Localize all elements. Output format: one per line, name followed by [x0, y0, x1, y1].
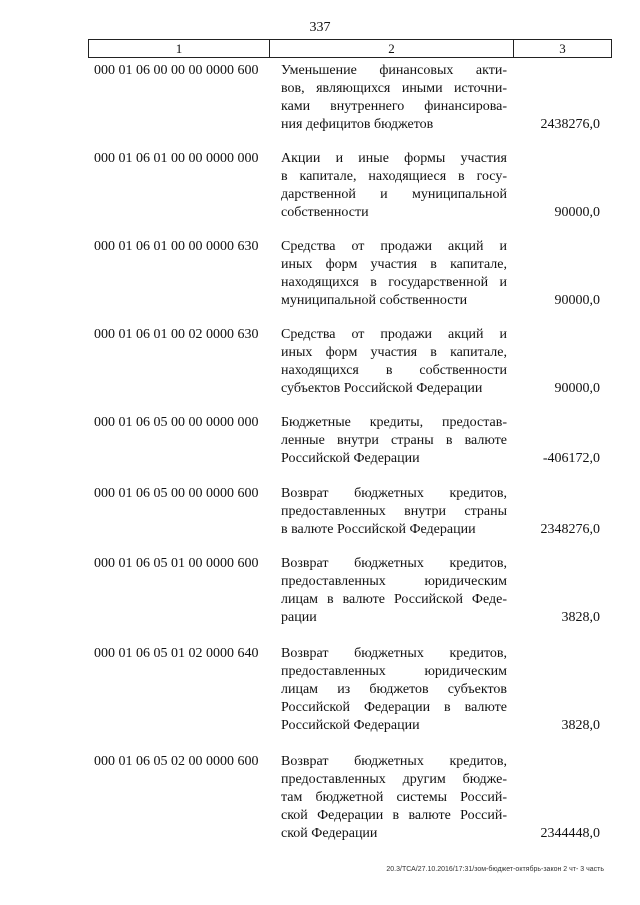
- description-line: муниципальной собственности: [281, 293, 468, 308]
- description-line: в валюте Российской Федерации: [281, 522, 476, 537]
- header-col-2: 2: [270, 40, 514, 57]
- footer-note: 20.3/ТСА/27.10.2016/17:31/зом-бюджет-октябрь-закон 2 чт- 3 часть: [386, 866, 604, 873]
- description-line: Средства от продажи акций и: [281, 327, 507, 342]
- description-line: рации: [281, 610, 317, 625]
- row-code: 000 01 06 05 01 00 0000 600: [94, 556, 259, 571]
- description-line: лицам в валюте Российской Феде-: [281, 592, 507, 607]
- description-line: Бюджетные кредиты, предостав-: [281, 415, 507, 430]
- description-line: иных форм участия в капитале,: [281, 257, 507, 272]
- row-amount: 90000,0: [554, 293, 600, 308]
- row-description: [281, 485, 507, 539]
- description-line: дарственной и муниципальной: [281, 187, 507, 202]
- description-line: иных форм участия в капитале,: [281, 345, 507, 360]
- row-description: [281, 555, 507, 627]
- description-line: ской Федерации: [281, 826, 378, 841]
- description-line: Возврат бюджетных кредитов,: [281, 486, 507, 501]
- description-line: там бюджетной системы Россий-: [281, 790, 507, 805]
- description-line: Уменьшение финансовых акти-: [281, 63, 507, 78]
- description-line: Российской Федерации: [281, 451, 420, 466]
- row-code: 000 01 06 05 00 00 0000 600: [94, 486, 259, 501]
- table-header: [88, 39, 612, 58]
- description-line: лицам из бюджетов субъектов: [281, 682, 507, 697]
- description-line: ния дефицитов бюджетов: [281, 117, 434, 132]
- description-line: ками внутреннего финансирова-: [281, 99, 507, 114]
- description-line: ской Федерации в валюте Россий-: [281, 808, 507, 823]
- description-line: Возврат бюджетных кредитов,: [281, 754, 507, 769]
- description-line: Российской Федерации: [281, 718, 420, 733]
- row-amount: -406172,0: [542, 451, 600, 466]
- row-amount: 2348276,0: [540, 522, 600, 537]
- description-line: предоставленных юридическим: [281, 664, 507, 679]
- row-amount: 90000,0: [554, 205, 600, 220]
- row-code: 000 01 06 01 00 00 0000 630: [94, 239, 259, 254]
- row-code: 000 01 06 00 00 00 0000 600: [94, 63, 259, 78]
- row-code: 000 01 06 01 00 00 0000 000: [94, 151, 259, 166]
- row-amount: 90000,0: [554, 381, 600, 396]
- row-code: 000 01 06 05 01 02 0000 640: [94, 646, 259, 661]
- description-line: находящихся в государственной и: [281, 275, 507, 290]
- row-code: 000 01 06 01 00 02 0000 630: [94, 327, 259, 342]
- description-line: Возврат бюджетных кредитов,: [281, 556, 507, 571]
- row-description: [281, 150, 507, 222]
- description-line: ленные внутри страны в валюте: [281, 433, 507, 448]
- description-line: Возврат бюджетных кредитов,: [281, 646, 507, 661]
- description-line: вов, являющихся иными источни-: [281, 81, 507, 96]
- header-col-1: 1: [89, 40, 270, 57]
- description-line: Акции и иные формы участия: [281, 151, 507, 166]
- row-description: [281, 326, 507, 398]
- row-description: [281, 62, 507, 134]
- description-line: Российской Федерации в валюте: [281, 700, 507, 715]
- description-line: находящихся в собственности: [281, 363, 507, 378]
- row-description: [281, 414, 507, 468]
- header-col-3: 3: [559, 40, 566, 56]
- page-number: 337: [309, 20, 331, 35]
- description-line: в капитале, находящиеся в госу-: [281, 169, 507, 184]
- description-line: предоставленных юридическим: [281, 574, 507, 589]
- description-line: субъектов Российской Федерации: [281, 381, 483, 396]
- row-amount: 3828,0: [561, 610, 600, 625]
- description-line: предоставленных внутри страны: [281, 504, 507, 519]
- row-code: 000 01 06 05 02 00 0000 600: [94, 754, 259, 769]
- row-amount: 3828,0: [561, 718, 600, 733]
- description-line: собственности: [281, 205, 369, 220]
- row-code: 000 01 06 05 00 00 0000 000: [94, 415, 259, 430]
- row-amount: 2344448,0: [540, 826, 600, 841]
- row-description: [281, 238, 507, 310]
- row-amount: 2438276,0: [540, 117, 600, 132]
- row-description: [281, 645, 507, 735]
- description-line: Средства от продажи акций и: [281, 239, 507, 254]
- description-line: предоставленных другим бюдже-: [281, 772, 507, 787]
- row-description: [281, 753, 507, 843]
